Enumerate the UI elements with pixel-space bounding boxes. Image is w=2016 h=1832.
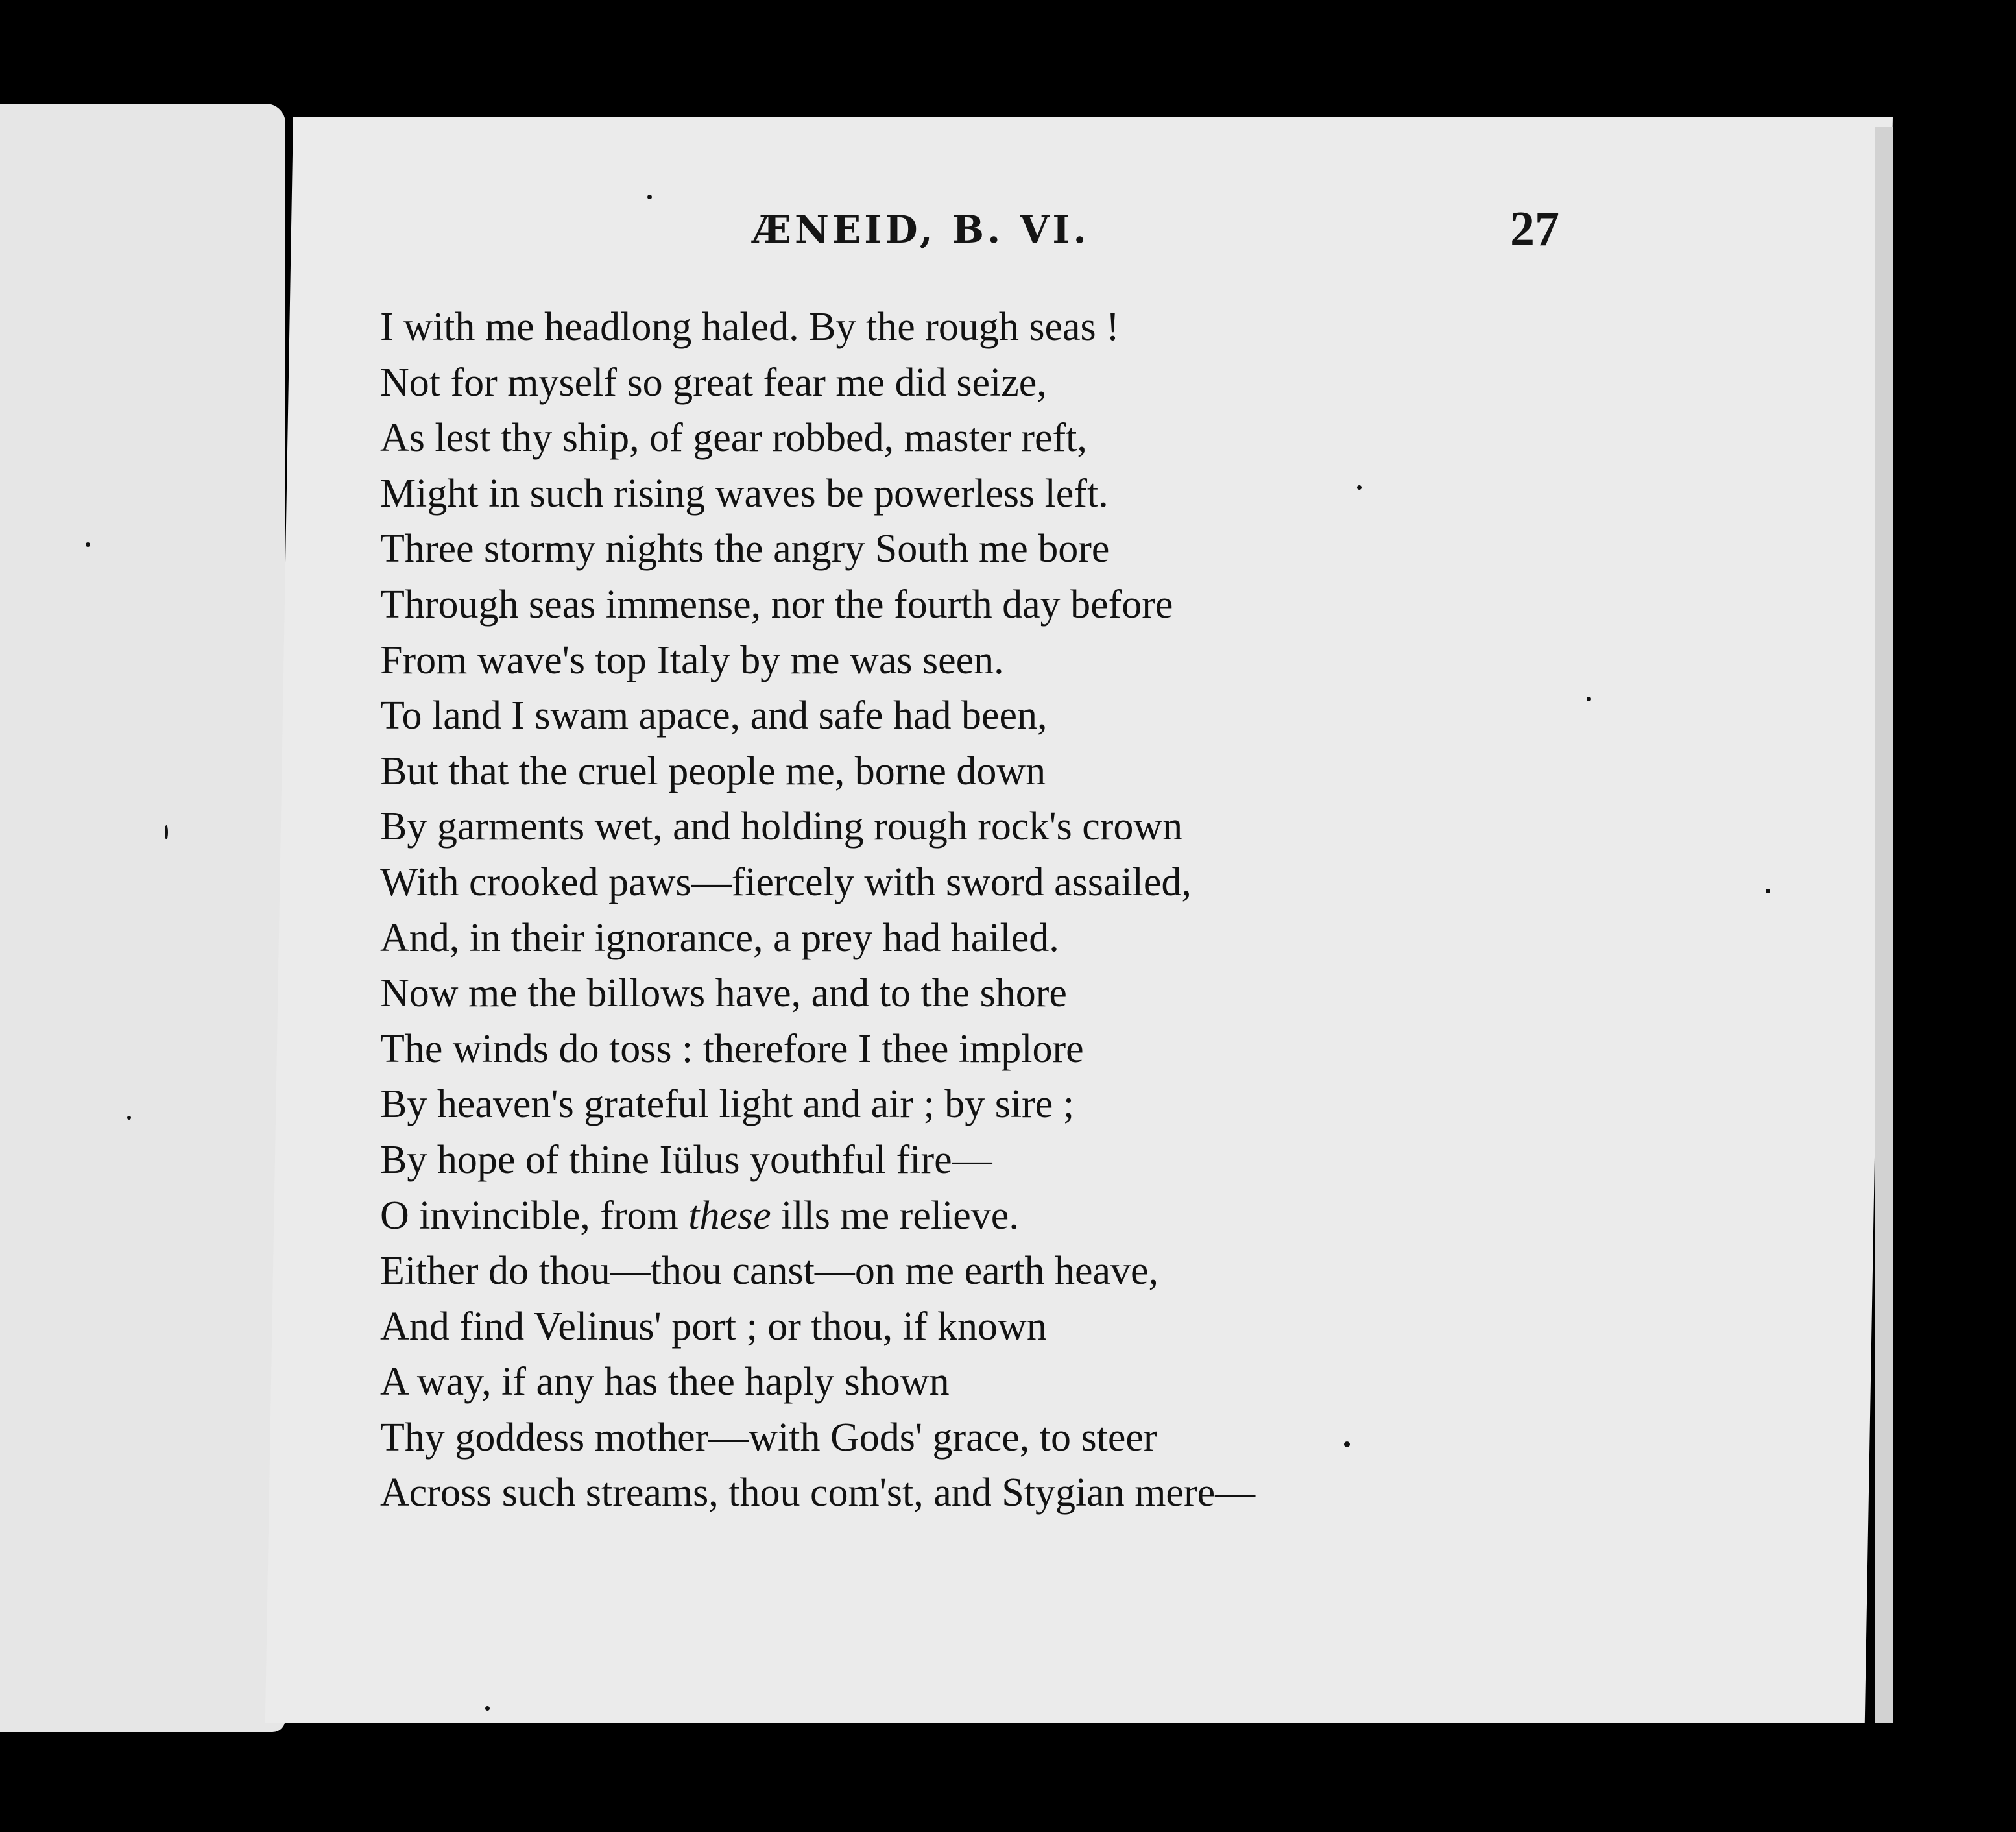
poem-line: Either do thou—thou canst—on me earth heave, xyxy=(380,1249,1159,1294)
poem-line: Across such streams, thou com'st, and Stygian mere— xyxy=(380,1471,1256,1515)
poem-line-start: O invincible, from xyxy=(380,1193,689,1238)
poem-line: Thy goddess mother—with Gods' grace, to steer xyxy=(380,1415,1157,1460)
left-page xyxy=(0,104,285,1732)
poem-line: By garments wet, and holding rough rock's crown xyxy=(380,804,1183,849)
poem-line: Three stormy nights the angry South me bore xyxy=(380,527,1110,572)
ink-speck xyxy=(86,542,90,547)
ink-speck xyxy=(1344,1441,1350,1447)
poem-line: By hope of thine Iülus youthful fire— xyxy=(380,1137,992,1182)
ink-speck xyxy=(1357,485,1362,490)
ink-speck xyxy=(485,1706,490,1711)
poem-line: Through seas immense, nor the fourth day before xyxy=(380,582,1173,627)
poem-line: As lest thy ship, of gear robbed, master reft, xyxy=(380,416,1087,461)
ink-speck xyxy=(1766,889,1770,893)
poem-line: The winds do toss : therefore I thee implore xyxy=(380,1026,1084,1071)
poem-line: Might in such rising waves be powerless left. xyxy=(380,471,1109,516)
poem-line: Now me the billows have, and to the shore xyxy=(380,971,1067,1016)
poem-line-end: ills me relieve. xyxy=(771,1193,1019,1238)
ink-speck xyxy=(647,195,652,199)
poem-line: Not for myself so great fear me did seize, xyxy=(380,360,1047,405)
poem-text xyxy=(380,300,1677,1521)
poem-line: I with me headlong haled. By the rough seas ! xyxy=(380,305,1120,349)
poem-line: With crooked paws—fiercely with sword assailed, xyxy=(380,860,1192,904)
page-edge xyxy=(1875,127,1893,1723)
ink-speck xyxy=(127,1116,131,1120)
ink-speck xyxy=(165,825,168,839)
poem-line: And, in their ignorance, a prey had hailed. xyxy=(380,915,1059,960)
ink-speck xyxy=(1587,697,1591,701)
poem-line xyxy=(380,1188,1677,1244)
poem-line: A way, if any has thee haply shown xyxy=(380,1360,950,1404)
poem-line: From wave's top Italy by me was seen. xyxy=(380,638,1004,682)
poem-line: To land I swam apace, and safe had been, xyxy=(380,693,1048,738)
poem-line: And find Velinus' port ; or thou, if known xyxy=(380,1304,1047,1349)
poem-line: But that the cruel people me, borne down xyxy=(380,749,1046,793)
italic-word: these xyxy=(688,1193,771,1238)
page-number: 27 xyxy=(1510,202,1559,256)
poem-line: By heaven's grateful light and air ; by sire ; xyxy=(380,1082,1075,1127)
running-head: ÆNEID, B. VI. xyxy=(752,208,1090,252)
